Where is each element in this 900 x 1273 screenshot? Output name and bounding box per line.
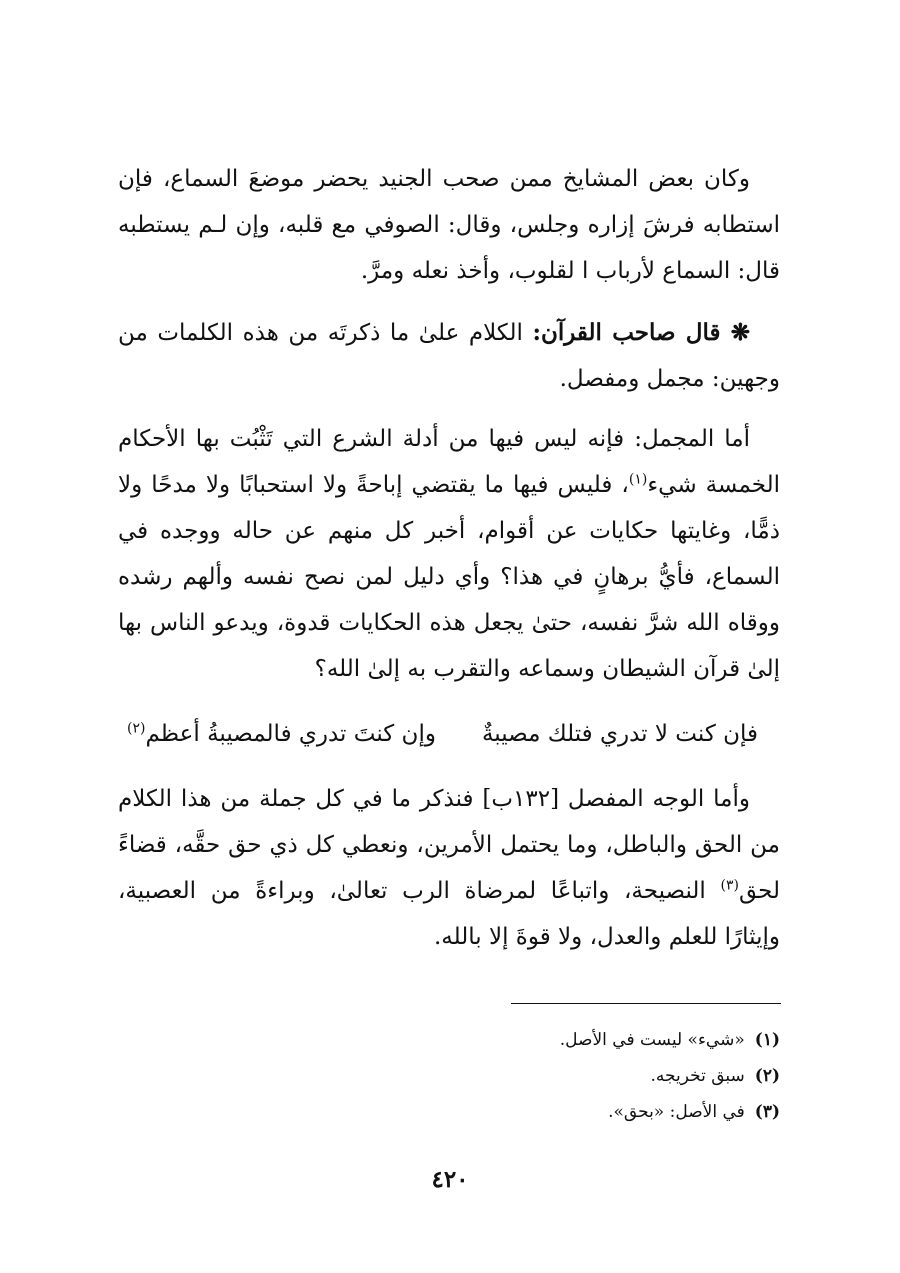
main-text-4 [118,776,780,960]
paragraph-4-text-b: النصيحة، واتباعًا لمرضاة الرب تعالىٰ، وبراءةً من العصبية، وإيثارًا للعلم والعدل، ولا قوةَ إلا بالله. [118,878,780,950]
paragraph-2 [118,310,780,402]
footnote-1 [300,1022,780,1058]
main-text [118,156,780,294]
paragraph-1 [118,156,780,294]
footnote-number: (٣) [754,1102,780,1122]
footnote-ref-1: (١) [628,471,648,488]
footnote-text: سبق تخريجه. [650,1066,745,1086]
main-text-3 [118,416,780,692]
poem-first-hemistich: فإن كنت لا تدري فتلك مصيبةٌ [481,721,758,747]
poem-verse [118,714,780,754]
footnote-divider [511,1003,781,1004]
footnote-3 [300,1094,780,1130]
footnote-text: في الأصل: «بحق». [608,1102,745,1122]
paragraph-3-text-b: ، فليس فيها ما يقتضي إباحةً ولا استحبابًا ولا مدحًا ولا ذمًّا، وغايتها حكايات عن أقوام، أخبر كل منهم عن حاله ووجده في السماع، فأيُّ برهانٍ في هذا؟ وأي دليل لمن نصح نفسه وألهم رشده ووقاه الله شرَّ نفسه، حتىٰ يجعل هذه الحكايات قدوة، ويدعو الناس بها إلىٰ قرآن الشيطان وسماعه والتقرب به إلىٰ الله؟ [118,472,780,682]
footnote-text: «شيء» ليست في الأصل. [559,1030,745,1050]
paragraph-4-text-a: وأما الوجه المفصل [١٣٢ب] فنذكر ما في كل جملة من هذا الكلام من الحق والباطل، وما يحتمل الأمرين، ونعطي كل ذي حق حقَّه، قضاءً لحق [118,786,780,904]
poem-second-text: وإن كنتَ تدري فالمصيبةُ أعظم [145,721,436,747]
paragraph-2-lead: ❋ قال صاحب القرآن: [532,319,750,346]
paragraph-3-text-a: أما المجمل: فإنه ليس فيها من أدلة الشرع التي تَثْبُت بها الأحكام الخمسة شيء [118,426,780,498]
paragraph-3 [118,416,780,692]
footnote-2 [300,1058,780,1094]
footnote-number: (٢) [754,1066,780,1086]
footnotes [300,1022,780,1130]
footnote-ref-3: (٣) [720,877,739,894]
footnote-ref-2: (٢) [127,720,146,737]
main-text-2 [118,310,780,402]
paragraph-2-text: الكلام علىٰ ما ذكرتَه من هذه الكلمات من وجهين: مجمل ومفصل. [118,320,780,392]
footnote-number: (١) [754,1030,780,1050]
poem-second-hemistich [127,714,436,754]
paragraph-1-text: وكان بعض المشايخ ممن صحب الجنيد يحضر موضعَ السماع، فإن استطابه فرشَ إزاره وجلس، وقال: الصوفي مع قلبه، وإن لـم يستطبه قال: السماع لأرباب ا لقلوب، وأخذ نعله ومرَّ. [118,166,780,284]
page-number: ٤٢٠ [431,1166,469,1193]
paragraph-4 [118,776,780,960]
